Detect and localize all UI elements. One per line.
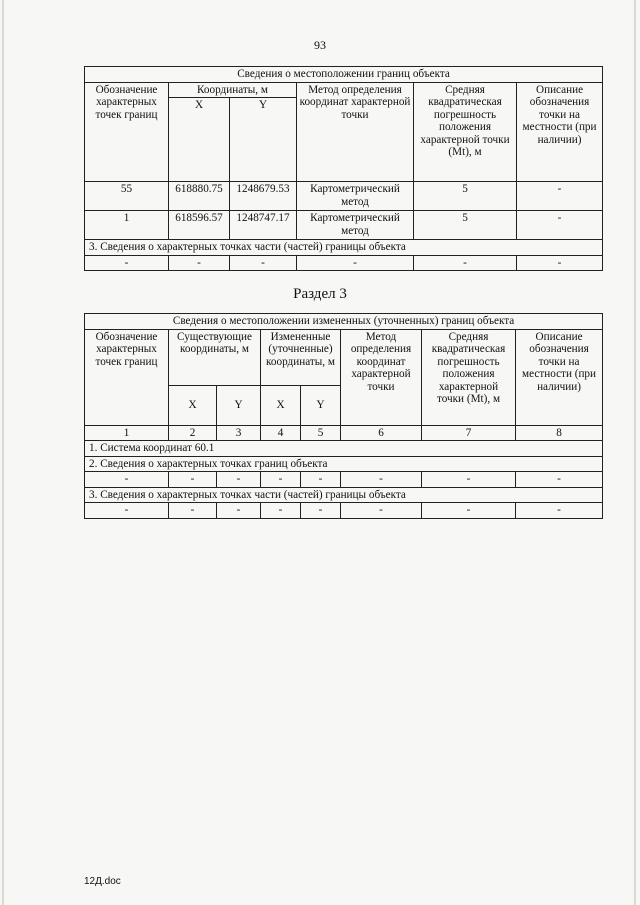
dash-cell: - bbox=[217, 472, 261, 488]
coord-x: 618596.57 bbox=[169, 211, 230, 240]
table1-header-coords: Координаты, м bbox=[169, 82, 297, 98]
table1-header-method: Метод определения координат характерной точки bbox=[297, 82, 414, 182]
dash-cell: - bbox=[297, 255, 414, 271]
table2-header-changed: Измененные (уточненные) координаты, м bbox=[261, 329, 341, 385]
column-number-row bbox=[85, 425, 603, 441]
dash-cell: - bbox=[217, 503, 261, 519]
table1-section3-heading: 3. Сведения о характерных точках части (частей) границы объекта bbox=[85, 240, 603, 256]
method-cell: Картометрический метод bbox=[297, 182, 414, 211]
point-id: 1 bbox=[85, 211, 169, 240]
method-cell: Картометрический метод bbox=[297, 211, 414, 240]
table2-header-existing: Существующие координаты, м bbox=[169, 329, 261, 385]
coord-x: 618880.75 bbox=[169, 182, 230, 211]
table2-header-y-changed: Y bbox=[301, 385, 341, 425]
page-number: 93 bbox=[314, 38, 326, 52]
column-number: 1 bbox=[85, 425, 169, 441]
table2-header-error: Средняя квадратическая погрешность положения характерной точки (Mt), м bbox=[422, 329, 516, 425]
table1-header-designation: Обозначение характерных точек границ bbox=[85, 82, 169, 182]
table1-header-y: Y bbox=[230, 98, 297, 182]
changed-boundary-table bbox=[84, 313, 603, 519]
table2-header-method: Метод определения координат характерной точки bbox=[341, 329, 422, 425]
dash-cell: - bbox=[169, 255, 230, 271]
dash-cell: - bbox=[301, 503, 341, 519]
dash-cell: - bbox=[516, 503, 603, 519]
column-number: 7 bbox=[422, 425, 516, 441]
dash-cell: - bbox=[422, 503, 516, 519]
dash-cell: - bbox=[261, 472, 301, 488]
dash-cell: - bbox=[230, 255, 297, 271]
table-row bbox=[85, 182, 603, 211]
table2-header-x-changed: X bbox=[261, 385, 301, 425]
dash-cell: - bbox=[422, 472, 516, 488]
dash-cell: - bbox=[341, 472, 422, 488]
boundary-location-table bbox=[84, 66, 603, 271]
dash-cell: - bbox=[516, 472, 603, 488]
table-row bbox=[85, 255, 603, 271]
table1-header-error: Средняя квадратическая погрешность положения характерной точки (Mt), м bbox=[414, 82, 517, 182]
column-number: 5 bbox=[301, 425, 341, 441]
description-cell: - bbox=[517, 211, 603, 240]
column-number: 8 bbox=[516, 425, 603, 441]
coordinate-system-row: 1. Система координат 60.1 bbox=[85, 441, 603, 457]
table1-title: Сведения о местоположении границ объекта bbox=[85, 67, 603, 83]
part-boundary-points-heading: 3. Сведения о характерных точках части (частей) границы объекта bbox=[85, 487, 603, 503]
column-number: 2 bbox=[169, 425, 217, 441]
column-number: 6 bbox=[341, 425, 422, 441]
dash-cell: - bbox=[169, 503, 217, 519]
dash-cell: - bbox=[85, 503, 169, 519]
table2-header-description: Описание обозначения точки на местности (при наличии) bbox=[516, 329, 603, 425]
table2-title: Сведения о местоположении измененных (уточненных) границ объекта bbox=[85, 314, 603, 330]
mt-cell: 5 bbox=[414, 211, 517, 240]
table1-header-x: X bbox=[169, 98, 230, 182]
dash-cell: - bbox=[261, 503, 301, 519]
table-row bbox=[85, 472, 603, 488]
dash-cell: - bbox=[85, 255, 169, 271]
coord-y: 1248747.17 bbox=[230, 211, 297, 240]
table1-header-description: Описание обозначения точки на местности (при наличии) bbox=[517, 82, 603, 182]
table-row bbox=[85, 503, 603, 519]
scan-edge-left bbox=[2, 0, 4, 905]
scan-edge-right bbox=[634, 0, 636, 905]
dash-cell: - bbox=[517, 255, 603, 271]
table-row bbox=[85, 211, 603, 240]
coord-y: 1248679.53 bbox=[230, 182, 297, 211]
dash-cell: - bbox=[301, 472, 341, 488]
column-number: 4 bbox=[261, 425, 301, 441]
dash-cell: - bbox=[341, 503, 422, 519]
boundary-points-heading: 2. Сведения о характерных точках границ объекта bbox=[85, 456, 603, 472]
dash-cell: - bbox=[169, 472, 217, 488]
section-title: Раздел 3 bbox=[293, 286, 347, 302]
point-id: 55 bbox=[85, 182, 169, 211]
dash-cell: - bbox=[85, 472, 169, 488]
table2-header-x-existing: X bbox=[169, 385, 217, 425]
mt-cell: 5 bbox=[414, 182, 517, 211]
table2-header-designation: Обозначение характерных точек границ bbox=[85, 329, 169, 425]
description-cell: - bbox=[517, 182, 603, 211]
file-name-footer: 12Д.doc bbox=[84, 876, 121, 887]
dash-cell: - bbox=[414, 255, 517, 271]
table2-header-y-existing: Y bbox=[217, 385, 261, 425]
column-number: 3 bbox=[217, 425, 261, 441]
